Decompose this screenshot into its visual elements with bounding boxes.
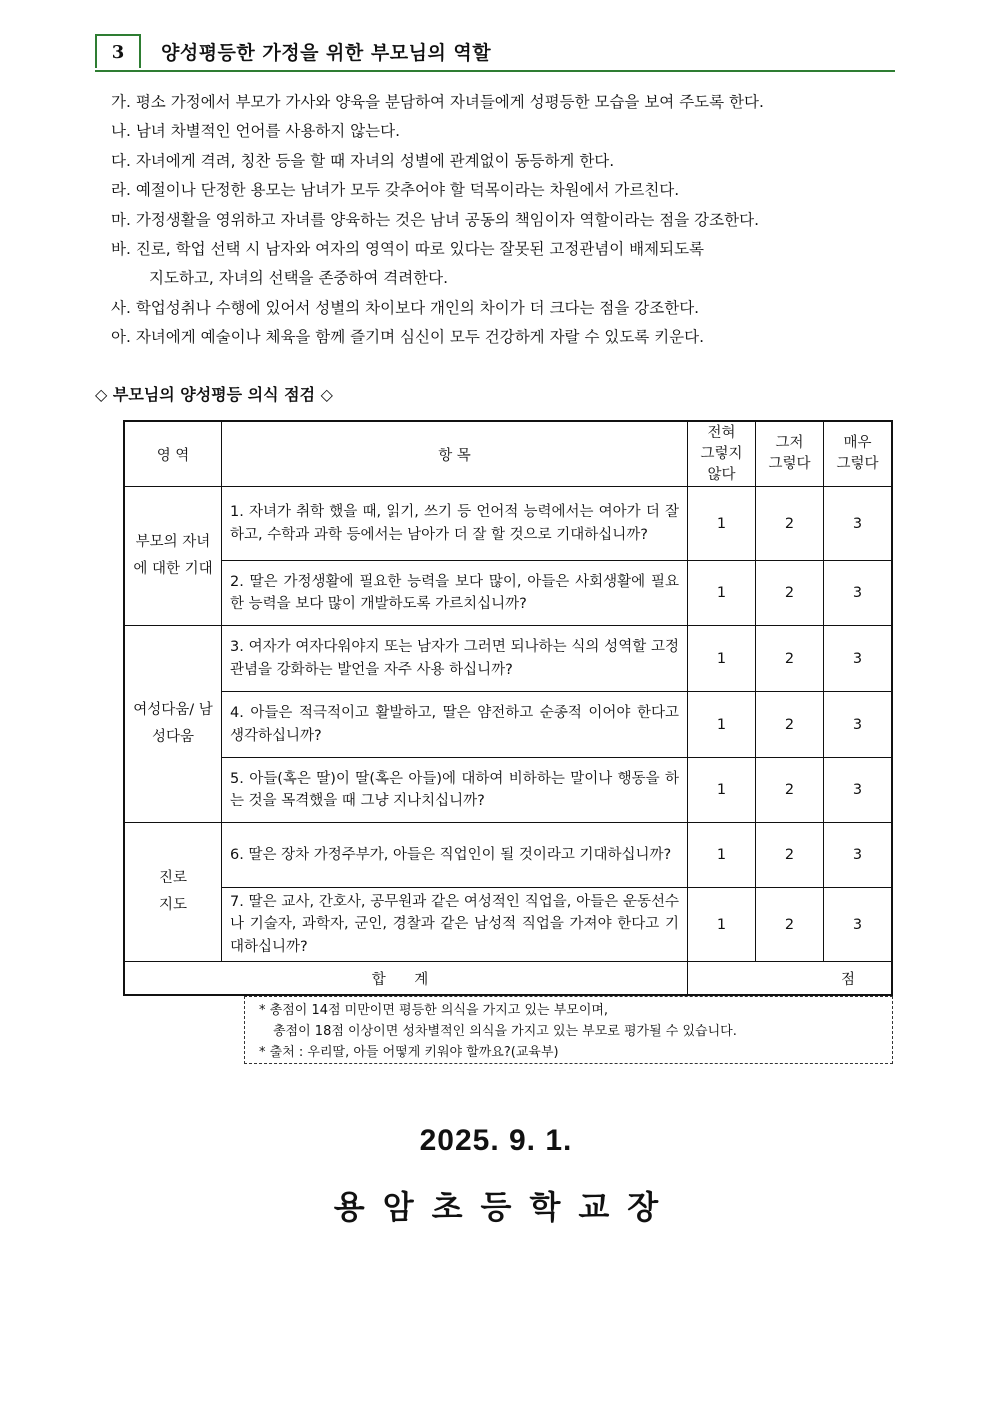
note-line: * 총점이 14점 미만이면 평등한 의식을 가지고 있는 부모이며, (259, 1003, 609, 1018)
note-line: 총점이 18점 이상이면 성차별적인 의식을 가지고 있는 부모로 평가될 수 있습니다. (273, 1024, 737, 1039)
total-score-field[interactable]: 점 (688, 962, 893, 996)
score-option-2[interactable]: 2 (756, 561, 824, 626)
school-principal: 용암초등학교장 (333, 1188, 677, 1226)
table-row (124, 487, 892, 561)
item-cell: 2. 딸은 가정생활에 필요한 능력을 보다 많이, 아들은 사회생활에 필요한 능력을 보다 많이 개발하도록 가르치십니까? (222, 561, 688, 626)
section-number: 3 (95, 34, 141, 68)
score-option-2[interactable]: 2 (756, 888, 824, 962)
header-score-2: 그저 그렇다 (756, 421, 824, 487)
score-option-1[interactable]: 1 (688, 561, 756, 626)
checklist-table (123, 420, 893, 996)
table-row (124, 888, 892, 962)
table-row (124, 692, 892, 758)
score-option-1[interactable]: 1 (688, 626, 756, 692)
document-date: 2025. 9. 1. (419, 1124, 573, 1157)
item-cell: 1. 자녀가 취학 했을 때, 읽기, 쓰기 등 언어적 능력에서는 여아가 더 잘하고, 수학과 과학 등에서는 남아가 더 잘 할 것으로 기대하십니까? (222, 487, 688, 561)
guideline-item: 가. 평소 가정에서 부모가 가사와 양육을 분담하여 자녀들에게 성평등한 모습을 보여 주도록 한다. (111, 93, 764, 111)
table-row (124, 626, 892, 692)
item-cell: 6. 딸은 장차 가정주부가, 아들은 직업인이 될 것이라고 기대하십니까? (222, 823, 688, 888)
header-item: 항 목 (222, 421, 688, 487)
score-option-3[interactable]: 3 (824, 561, 893, 626)
score-option-3[interactable]: 3 (824, 626, 893, 692)
note-box (244, 996, 893, 1064)
header-score-3: 매우 그렇다 (824, 421, 893, 487)
area-cell: 여성다움/ 남성다움 (124, 626, 222, 823)
area-cell: 부모의 자녀에 대한 기대 (124, 487, 222, 626)
section-header (95, 34, 895, 72)
score-option-1[interactable]: 1 (688, 888, 756, 962)
score-option-1[interactable]: 1 (688, 692, 756, 758)
checklist-title: ◇ 부모님의 양성평등 의식 점검 ◇ (95, 385, 333, 404)
header-area: 영 역 (124, 421, 222, 487)
note-source: * 출처 : 우리딸, 아들 어떻게 키워야 할까요?(교육부) (259, 1045, 559, 1060)
score-option-3[interactable]: 3 (824, 692, 893, 758)
score-option-2[interactable]: 2 (756, 758, 824, 823)
area-cell: 진로 지도 (124, 823, 222, 962)
table-row (124, 561, 892, 626)
score-option-1[interactable]: 1 (688, 758, 756, 823)
score-option-3[interactable]: 3 (824, 888, 893, 962)
table-row (124, 758, 892, 823)
score-option-2[interactable]: 2 (756, 692, 824, 758)
guideline-list (111, 88, 891, 353)
guideline-item: 사. 학업성취나 수행에 있어서 성별의 차이보다 개인의 차이가 더 크다는 점을 강조한다. (111, 298, 700, 317)
score-option-2[interactable]: 2 (756, 487, 824, 561)
score-option-2[interactable]: 2 (756, 823, 824, 888)
guideline-item: 바. 진로, 학업 선택 시 남자와 여자의 영역이 따로 있다는 잘못된 고정관념이 배제되도록 (111, 240, 705, 259)
section-title: 양성평등한 가정을 위한 부모님의 역할 (161, 42, 492, 64)
score-option-2[interactable]: 2 (756, 626, 824, 692)
guideline-item: 아. 자녀에게 예술이나 체육을 함께 즐기며 심신이 모두 건강하게 자랄 수 있도록 키운다. (111, 328, 705, 347)
guideline-item-continued: 지도하고, 자녀의 선택을 존중하여 격려한다. (149, 269, 449, 288)
guideline-item: 나. 남녀 차별적인 언어를 사용하지 않는다. (111, 122, 401, 141)
total-row (124, 962, 892, 996)
total-label: 합 계 (124, 962, 688, 996)
score-option-3[interactable]: 3 (824, 487, 893, 561)
item-cell: 7. 딸은 교사, 간호사, 공무원과 같은 여성적인 직업을, 아들은 운동선수나 기술자, 과학자, 군인, 경찰과 같은 남성적 직업을 가져야 한다고 기대하십니까? (222, 888, 688, 962)
score-option-1[interactable]: 1 (688, 823, 756, 888)
guideline-item: 마. 가정생활을 영위하고 자녀를 양육하는 것은 남녀 공동의 책임이자 역할이라는 점을 강조한다. (111, 210, 760, 229)
item-cell: 3. 여자가 여자다워야지 또는 남자가 그러면 되나하는 식의 성역할 고정관념을 강화하는 발언을 자주 사용 하십니까? (222, 626, 688, 692)
score-option-3[interactable]: 3 (824, 823, 893, 888)
item-cell: 5. 아들(혹은 딸)이 딸(혹은 아들)에 대하여 비하하는 말이나 행동을 하는 것을 목격했을 때 그냥 지나치십니까? (222, 758, 688, 823)
item-cell: 4. 아들은 적극적이고 활발하고, 딸은 얌전하고 순종적 이어야 한다고 생각하십니까? (222, 692, 688, 758)
table-row (124, 823, 892, 888)
score-option-3[interactable]: 3 (824, 758, 893, 823)
score-option-1[interactable]: 1 (688, 487, 756, 561)
guideline-item: 라. 예절이나 단정한 용모는 남녀가 모두 갖추어야 할 덕목이라는 차원에서 가르친다. (111, 181, 680, 200)
header-score-1: 전혀 그렇지 않다 (688, 421, 756, 487)
guideline-item: 다. 자녀에게 격려, 칭찬 등을 할 때 자녀의 성별에 관계없이 동등하게 한다. (111, 151, 615, 170)
table-header-row (124, 421, 892, 487)
